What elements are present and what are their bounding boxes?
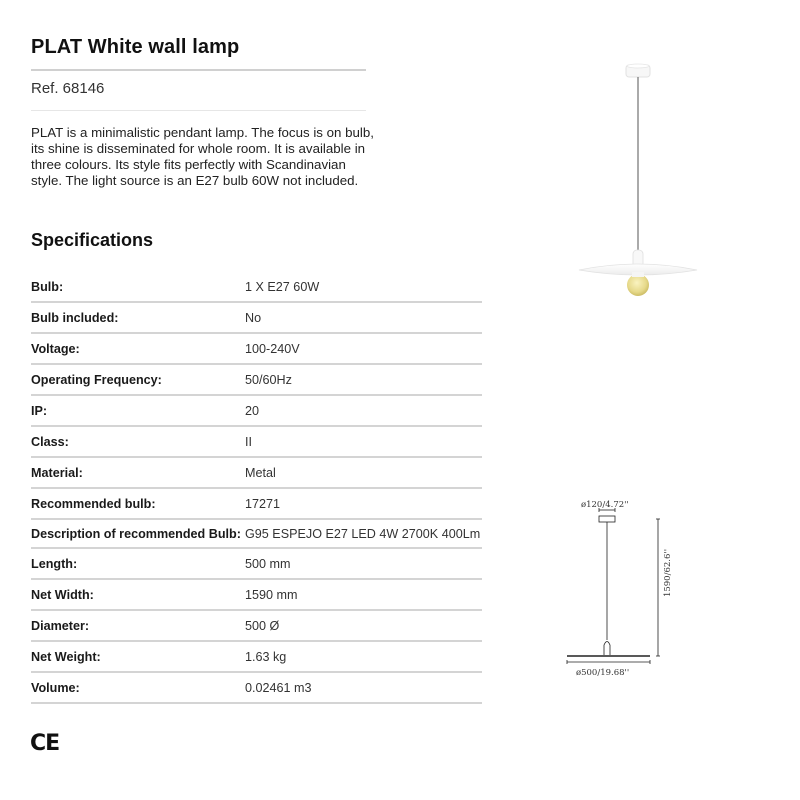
spec-row [31,548,482,579]
spec-row [31,333,482,364]
spec-row [31,488,482,519]
spec-value: 17271 [245,497,281,511]
spec-row [31,610,482,641]
canopy [626,64,650,77]
spec-value: II [245,435,252,449]
ce-mark-icon: CE [30,731,60,756]
spec-value: 500 mm [245,557,291,571]
spec-label: Volume: [31,681,80,695]
product-description: PLAT is a minimalistic pendant lamp. The focus is on bulb, its shine is disseminated for whole room. It is available in three colours. Its style fits perfectly with Scandinavian style. The light source is an E27 bulb 60W not included. [31,125,374,188]
diagram-socket [604,642,610,656]
spec-value: G95 ESPEJO E27 LED 4W 2700K 400Lm [245,527,481,541]
title-divider [31,69,366,71]
spec-row [31,519,482,548]
canopy-dimension-label: ø120/4.72'' [581,500,629,510]
spec-value: 0.02461 m3 [245,681,312,695]
spec-row [31,272,482,302]
spec-label: Material: [31,466,83,480]
spec-label: Recommended bulb: [31,497,156,511]
dimension-diagram [560,495,680,685]
spec-label: Length: [31,557,78,571]
spec-value: 100-240V [245,342,300,356]
spec-label: IP: [31,404,48,418]
spec-label: Diameter: [31,619,90,633]
spec-row [31,426,482,457]
spec-label: Net Weight: [31,650,101,664]
diagram-canopy [599,516,615,522]
specifications-heading: Specifications [31,230,154,250]
spec-value: 500 Ø [245,619,280,633]
spec-row [31,672,482,703]
spec-row [31,395,482,426]
spec-row [31,641,482,672]
spec-value: 20 [245,404,260,418]
spec-label: Bulb: [31,280,64,294]
spec-label: Bulb included: [31,311,119,325]
spec-row [31,364,482,395]
spec-value: No [245,311,262,325]
reference-divider [31,110,366,111]
spec-label: Description of recommended Bulb: [31,527,241,541]
spec-row [31,457,482,488]
specifications-table [31,272,482,704]
spec-value: 1 X E27 60W [245,280,320,294]
spec-label: Voltage: [31,342,80,356]
product-title: PLAT White wall lamp [31,36,240,58]
shade-dimension-label: ø500/19.68'' [576,668,630,678]
spec-value: 50/60Hz [245,373,292,387]
spec-row [31,302,482,333]
spec-label: Net Width: [31,588,94,602]
bulb [627,272,649,296]
product-reference: Ref. 68146 [31,80,105,97]
spec-value: Metal [245,466,276,480]
spec-label: Class: [31,435,69,449]
spec-label: Operating Frequency: [31,373,162,387]
spec-value: 1.63 kg [245,650,287,664]
spec-row [31,579,482,610]
product-photo [575,62,700,307]
spec-value: 1590 mm [245,588,298,602]
height-dimension-text: 1590/62.6'' [663,548,673,598]
